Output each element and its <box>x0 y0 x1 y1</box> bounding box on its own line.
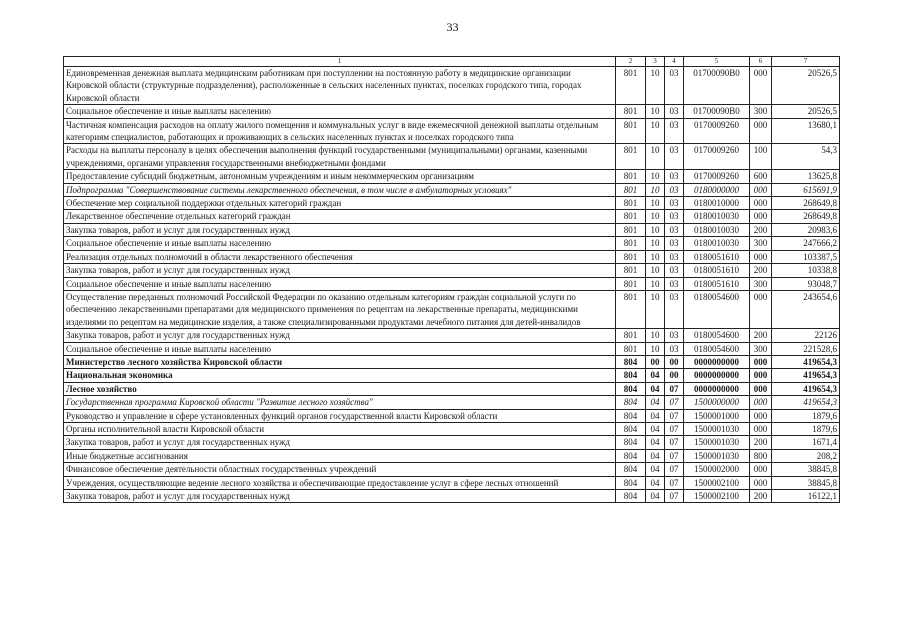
row-expense-type: 200 <box>750 223 772 236</box>
table-row <box>64 264 840 277</box>
row-expense-type: 800 <box>750 449 772 462</box>
row-section-code: 04 <box>646 463 665 476</box>
row-expense-type: 300 <box>750 105 772 118</box>
row-section-code: 04 <box>646 369 665 382</box>
row-ministry-code: 801 <box>616 264 646 277</box>
row-subsection-code: 03 <box>665 67 684 105</box>
table-row <box>64 118 840 144</box>
row-expense-type: 000 <box>750 463 772 476</box>
row-subsection-code: 03 <box>665 197 684 210</box>
row-amount: 208,2 <box>772 449 840 462</box>
row-section-code: 04 <box>646 409 665 422</box>
row-section-code: 10 <box>646 170 665 183</box>
row-subsection-code: 03 <box>665 118 684 144</box>
row-subsection-code: 03 <box>665 329 684 342</box>
table-row <box>64 329 840 342</box>
row-ministry-code: 804 <box>616 449 646 462</box>
row-ministry-code: 804 <box>616 382 646 395</box>
row-name: Государственная программа Кировской области "Развитие лесного хозяйства" <box>64 396 616 409</box>
row-name: Частичная компенсация расходов на оплату жилого помещения и коммунальных услуг в виде ежемесячной денежной выплаты отдельным категориям специалистов, работающих и проживающих в сельских населенных пунктах и поселках городского типа <box>64 118 616 144</box>
row-subsection-code: 07 <box>665 449 684 462</box>
column-header: 3 <box>646 57 665 67</box>
row-ministry-code: 801 <box>616 197 646 210</box>
row-expense-type: 000 <box>750 382 772 395</box>
row-amount: 243654,6 <box>772 290 840 328</box>
row-section-code: 10 <box>646 237 665 250</box>
row-section-code: 10 <box>646 342 665 355</box>
row-name: Осуществление переданных полномочий Российской Федерации по оказанию отдельным категориям граждан социальной услуги по обеспечению лекарственными препаратами для медицинского применения по рецептам на лекарственные препараты, медицинскими изделиями по рецептам на медицинские изделия, а также специализированными продуктами лечебного питания для детей-инвалидов <box>64 290 616 328</box>
row-section-code: 04 <box>646 476 665 489</box>
row-target-code: 0180010030 <box>684 237 750 250</box>
row-ministry-code: 804 <box>616 490 646 503</box>
row-expense-type: 000 <box>750 396 772 409</box>
row-target-code: 0000000000 <box>684 355 750 368</box>
row-subsection-code: 03 <box>665 144 684 170</box>
row-section-code: 04 <box>646 396 665 409</box>
row-name: Учреждения, осуществляющие ведение лесного хозяйства и обеспечивающие предоставление услуг в сфере лесных отношений <box>64 476 616 489</box>
row-target-code: 0170009260 <box>684 170 750 183</box>
row-ministry-code: 801 <box>616 223 646 236</box>
row-name: Закупка товаров, работ и услуг для государственных нужд <box>64 223 616 236</box>
row-amount: 20526,5 <box>772 67 840 105</box>
table-row <box>64 369 840 382</box>
row-amount: 20526,5 <box>772 105 840 118</box>
row-name: Национальная экономика <box>64 369 616 382</box>
row-ministry-code: 801 <box>616 144 646 170</box>
row-target-code: 0180054600 <box>684 329 750 342</box>
row-name: Единовременная денежная выплата медицинским работникам при поступлении на постоянную работу в медицинские организации Кировской области (структурные подразделения), расположенные в сельских населенных пунктах, поселках городского типа, городах Кировской области <box>64 67 616 105</box>
row-amount: 419654,3 <box>772 382 840 395</box>
row-amount: 103387,5 <box>772 250 840 263</box>
row-expense-type: 200 <box>750 329 772 342</box>
column-number-row <box>64 57 840 67</box>
row-section-code: 10 <box>646 329 665 342</box>
row-name: Руководство и управление в сфере установленных функций органов государственной власти Кировской области <box>64 409 616 422</box>
row-ministry-code: 801 <box>616 170 646 183</box>
row-target-code: 1500001000 <box>684 409 750 422</box>
row-section-code: 10 <box>646 67 665 105</box>
row-amount: 1879,6 <box>772 409 840 422</box>
row-subsection-code: 03 <box>665 277 684 290</box>
row-expense-type: 600 <box>750 170 772 183</box>
row-section-code: 10 <box>646 277 665 290</box>
row-section-code: 10 <box>646 118 665 144</box>
row-section-code: 10 <box>646 223 665 236</box>
row-ministry-code: 801 <box>616 210 646 223</box>
row-ministry-code: 801 <box>616 250 646 263</box>
row-subsection-code: 07 <box>665 396 684 409</box>
row-target-code: 0170009260 <box>684 118 750 144</box>
row-name: Закупка товаров, работ и услуг для государственных нужд <box>64 264 616 277</box>
row-target-code: 0180000000 <box>684 183 750 196</box>
row-target-code: 01700090В0 <box>684 67 750 105</box>
row-expense-type: 000 <box>750 118 772 144</box>
table-row <box>64 409 840 422</box>
row-amount: 247666,2 <box>772 237 840 250</box>
row-section-code: 04 <box>646 422 665 435</box>
row-name: Лекарственное обеспечение отдельных категорий граждан <box>64 210 616 223</box>
row-subsection-code: 03 <box>665 183 684 196</box>
row-target-code: 1500001030 <box>684 436 750 449</box>
row-amount: 16122,1 <box>772 490 840 503</box>
row-amount: 419654,3 <box>772 396 840 409</box>
column-header: 2 <box>616 57 646 67</box>
row-expense-type: 200 <box>750 264 772 277</box>
row-subsection-code: 03 <box>665 170 684 183</box>
table-row <box>64 449 840 462</box>
row-ministry-code: 801 <box>616 118 646 144</box>
row-subsection-code: 00 <box>665 355 684 368</box>
row-target-code: 1500000000 <box>684 396 750 409</box>
row-expense-type: 000 <box>750 250 772 263</box>
row-ministry-code: 804 <box>616 463 646 476</box>
row-subsection-code: 07 <box>665 490 684 503</box>
row-amount: 268649,8 <box>772 210 840 223</box>
row-ministry-code: 801 <box>616 183 646 196</box>
row-target-code: 0180054600 <box>684 342 750 355</box>
row-subsection-code: 03 <box>665 264 684 277</box>
row-expense-type: 300 <box>750 342 772 355</box>
column-header: 4 <box>665 57 684 67</box>
table-row <box>64 490 840 503</box>
row-subsection-code: 03 <box>665 105 684 118</box>
row-expense-type: 000 <box>750 210 772 223</box>
row-section-code: 10 <box>646 250 665 263</box>
row-expense-type: 000 <box>750 369 772 382</box>
table-row <box>64 422 840 435</box>
column-header: 5 <box>684 57 750 67</box>
table-row <box>64 197 840 210</box>
row-name: Реализация отдельных полномочий в области лекарственного обеспечения <box>64 250 616 263</box>
row-expense-type: 100 <box>750 144 772 170</box>
row-target-code: 0180010000 <box>684 197 750 210</box>
row-ministry-code: 804 <box>616 355 646 368</box>
row-expense-type: 000 <box>750 476 772 489</box>
row-target-code: 0180054600 <box>684 290 750 328</box>
row-amount: 38845,8 <box>772 476 840 489</box>
row-amount: 1671,4 <box>772 436 840 449</box>
row-target-code: 0000000000 <box>684 382 750 395</box>
row-name: Социальное обеспечение и иные выплаты населению <box>64 342 616 355</box>
row-name: Закупка товаров, работ и услуг для государственных нужд <box>64 490 616 503</box>
row-target-code: 1500002100 <box>684 476 750 489</box>
row-section-code: 04 <box>646 436 665 449</box>
row-name: Социальное обеспечение и иные выплаты населению <box>64 105 616 118</box>
table-row <box>64 476 840 489</box>
row-subsection-code: 07 <box>665 422 684 435</box>
row-expense-type: 000 <box>750 183 772 196</box>
row-subsection-code: 03 <box>665 223 684 236</box>
row-amount: 38845,8 <box>772 463 840 476</box>
row-ministry-code: 804 <box>616 436 646 449</box>
row-target-code: 1500002000 <box>684 463 750 476</box>
table-row <box>64 396 840 409</box>
row-ministry-code: 804 <box>616 422 646 435</box>
row-name: Закупка товаров, работ и услуг для государственных нужд <box>64 436 616 449</box>
row-subsection-code: 03 <box>665 342 684 355</box>
table-row <box>64 436 840 449</box>
row-target-code: 0180051610 <box>684 277 750 290</box>
row-ministry-code: 804 <box>616 396 646 409</box>
row-ministry-code: 801 <box>616 67 646 105</box>
table-row <box>64 355 840 368</box>
row-subsection-code: 07 <box>665 476 684 489</box>
row-ministry-code: 804 <box>616 476 646 489</box>
row-name: Закупка товаров, работ и услуг для государственных нужд <box>64 329 616 342</box>
row-subsection-code: 07 <box>665 463 684 476</box>
row-section-code: 04 <box>646 490 665 503</box>
row-expense-type: 000 <box>750 422 772 435</box>
row-amount: 419654,3 <box>772 369 840 382</box>
row-target-code: 0170009260 <box>684 144 750 170</box>
row-expense-type: 300 <box>750 237 772 250</box>
table-row <box>64 183 840 196</box>
row-target-code: 0180010030 <box>684 223 750 236</box>
row-name: Предоставление субсидий бюджетным, автономным учреждениям и иным некоммерческим организациям <box>64 170 616 183</box>
row-ministry-code: 801 <box>616 329 646 342</box>
row-section-code: 10 <box>646 290 665 328</box>
row-target-code: 1500002100 <box>684 490 750 503</box>
row-amount: 13625,8 <box>772 170 840 183</box>
row-expense-type: 000 <box>750 67 772 105</box>
row-subsection-code: 07 <box>665 409 684 422</box>
row-subsection-code: 00 <box>665 369 684 382</box>
table-row <box>64 237 840 250</box>
row-name: Финансовое обеспечение деятельности областных государственных учреждений <box>64 463 616 476</box>
row-name: Социальное обеспечение и иные выплаты населению <box>64 237 616 250</box>
row-target-code: 0180051610 <box>684 250 750 263</box>
row-amount: 20983,6 <box>772 223 840 236</box>
table-row <box>64 250 840 263</box>
table-row <box>64 67 840 105</box>
row-expense-type: 200 <box>750 436 772 449</box>
row-expense-type: 200 <box>750 490 772 503</box>
row-section-code: 10 <box>646 210 665 223</box>
row-ministry-code: 801 <box>616 290 646 328</box>
row-amount: 54,3 <box>772 144 840 170</box>
column-header: 1 <box>64 57 616 67</box>
table-row <box>64 463 840 476</box>
row-target-code: 01700090В0 <box>684 105 750 118</box>
table-row <box>64 382 840 395</box>
column-header: 7 <box>772 57 840 67</box>
row-section-code: 00 <box>646 355 665 368</box>
table-row <box>64 210 840 223</box>
table-row <box>64 170 840 183</box>
row-name: Обеспечение мер социальной поддержки отдельных категорий граждан <box>64 197 616 210</box>
table-row <box>64 223 840 236</box>
row-ministry-code: 801 <box>616 342 646 355</box>
table-row <box>64 277 840 290</box>
row-target-code: 0180051610 <box>684 264 750 277</box>
row-subsection-code: 03 <box>665 290 684 328</box>
row-amount: 22126 <box>772 329 840 342</box>
row-subsection-code: 03 <box>665 210 684 223</box>
row-target-code: 0180010030 <box>684 210 750 223</box>
row-section-code: 10 <box>646 264 665 277</box>
row-name: Социальное обеспечение и иные выплаты населению <box>64 277 616 290</box>
row-subsection-code: 03 <box>665 250 684 263</box>
row-name: Министерство лесного хозяйства Кировской области <box>64 355 616 368</box>
row-name: Расходы на выплаты персоналу в целях обеспечения выполнения функций государственными (муниципальными) органами, казенными учреждениями, органами управления государственными внебюджетными фондами <box>64 144 616 170</box>
page-number: 33 <box>446 20 459 34</box>
row-expense-type: 000 <box>750 409 772 422</box>
row-ministry-code: 804 <box>616 369 646 382</box>
table-row <box>64 342 840 355</box>
row-subsection-code: 03 <box>665 237 684 250</box>
column-header: 6 <box>750 57 772 67</box>
row-amount: 10338,8 <box>772 264 840 277</box>
row-section-code: 10 <box>646 197 665 210</box>
row-expense-type: 000 <box>750 197 772 210</box>
row-subsection-code: 07 <box>665 382 684 395</box>
row-expense-type: 300 <box>750 277 772 290</box>
budget-table <box>63 56 840 503</box>
table-row <box>64 144 840 170</box>
row-name: Лесное хозяйство <box>64 382 616 395</box>
row-section-code: 10 <box>646 105 665 118</box>
row-expense-type: 000 <box>750 290 772 328</box>
row-amount: 1879,6 <box>772 422 840 435</box>
row-expense-type: 000 <box>750 355 772 368</box>
row-ministry-code: 801 <box>616 105 646 118</box>
row-section-code: 04 <box>646 449 665 462</box>
row-amount: 221528,6 <box>772 342 840 355</box>
row-target-code: 1500001030 <box>684 449 750 462</box>
row-amount: 13680,1 <box>772 118 840 144</box>
table-row <box>64 105 840 118</box>
row-amount: 93048,7 <box>772 277 840 290</box>
row-amount: 615691,9 <box>772 183 840 196</box>
row-ministry-code: 804 <box>616 409 646 422</box>
row-target-code: 1500001030 <box>684 422 750 435</box>
row-amount: 419654,3 <box>772 355 840 368</box>
table-row <box>64 290 840 328</box>
row-ministry-code: 801 <box>616 277 646 290</box>
row-subsection-code: 07 <box>665 436 684 449</box>
row-section-code: 10 <box>646 144 665 170</box>
row-name: Органы исполнительной власти Кировской области <box>64 422 616 435</box>
row-section-code: 10 <box>646 183 665 196</box>
row-section-code: 04 <box>646 382 665 395</box>
row-target-code: 0000000000 <box>684 369 750 382</box>
row-name: Иные бюджетные ассигнования <box>64 449 616 462</box>
row-amount: 268649,8 <box>772 197 840 210</box>
row-name: Подпрограмма "Совершенствование системы лекарственного обеспечения, в том числе в амбулаторных условиях" <box>64 183 616 196</box>
row-ministry-code: 801 <box>616 237 646 250</box>
